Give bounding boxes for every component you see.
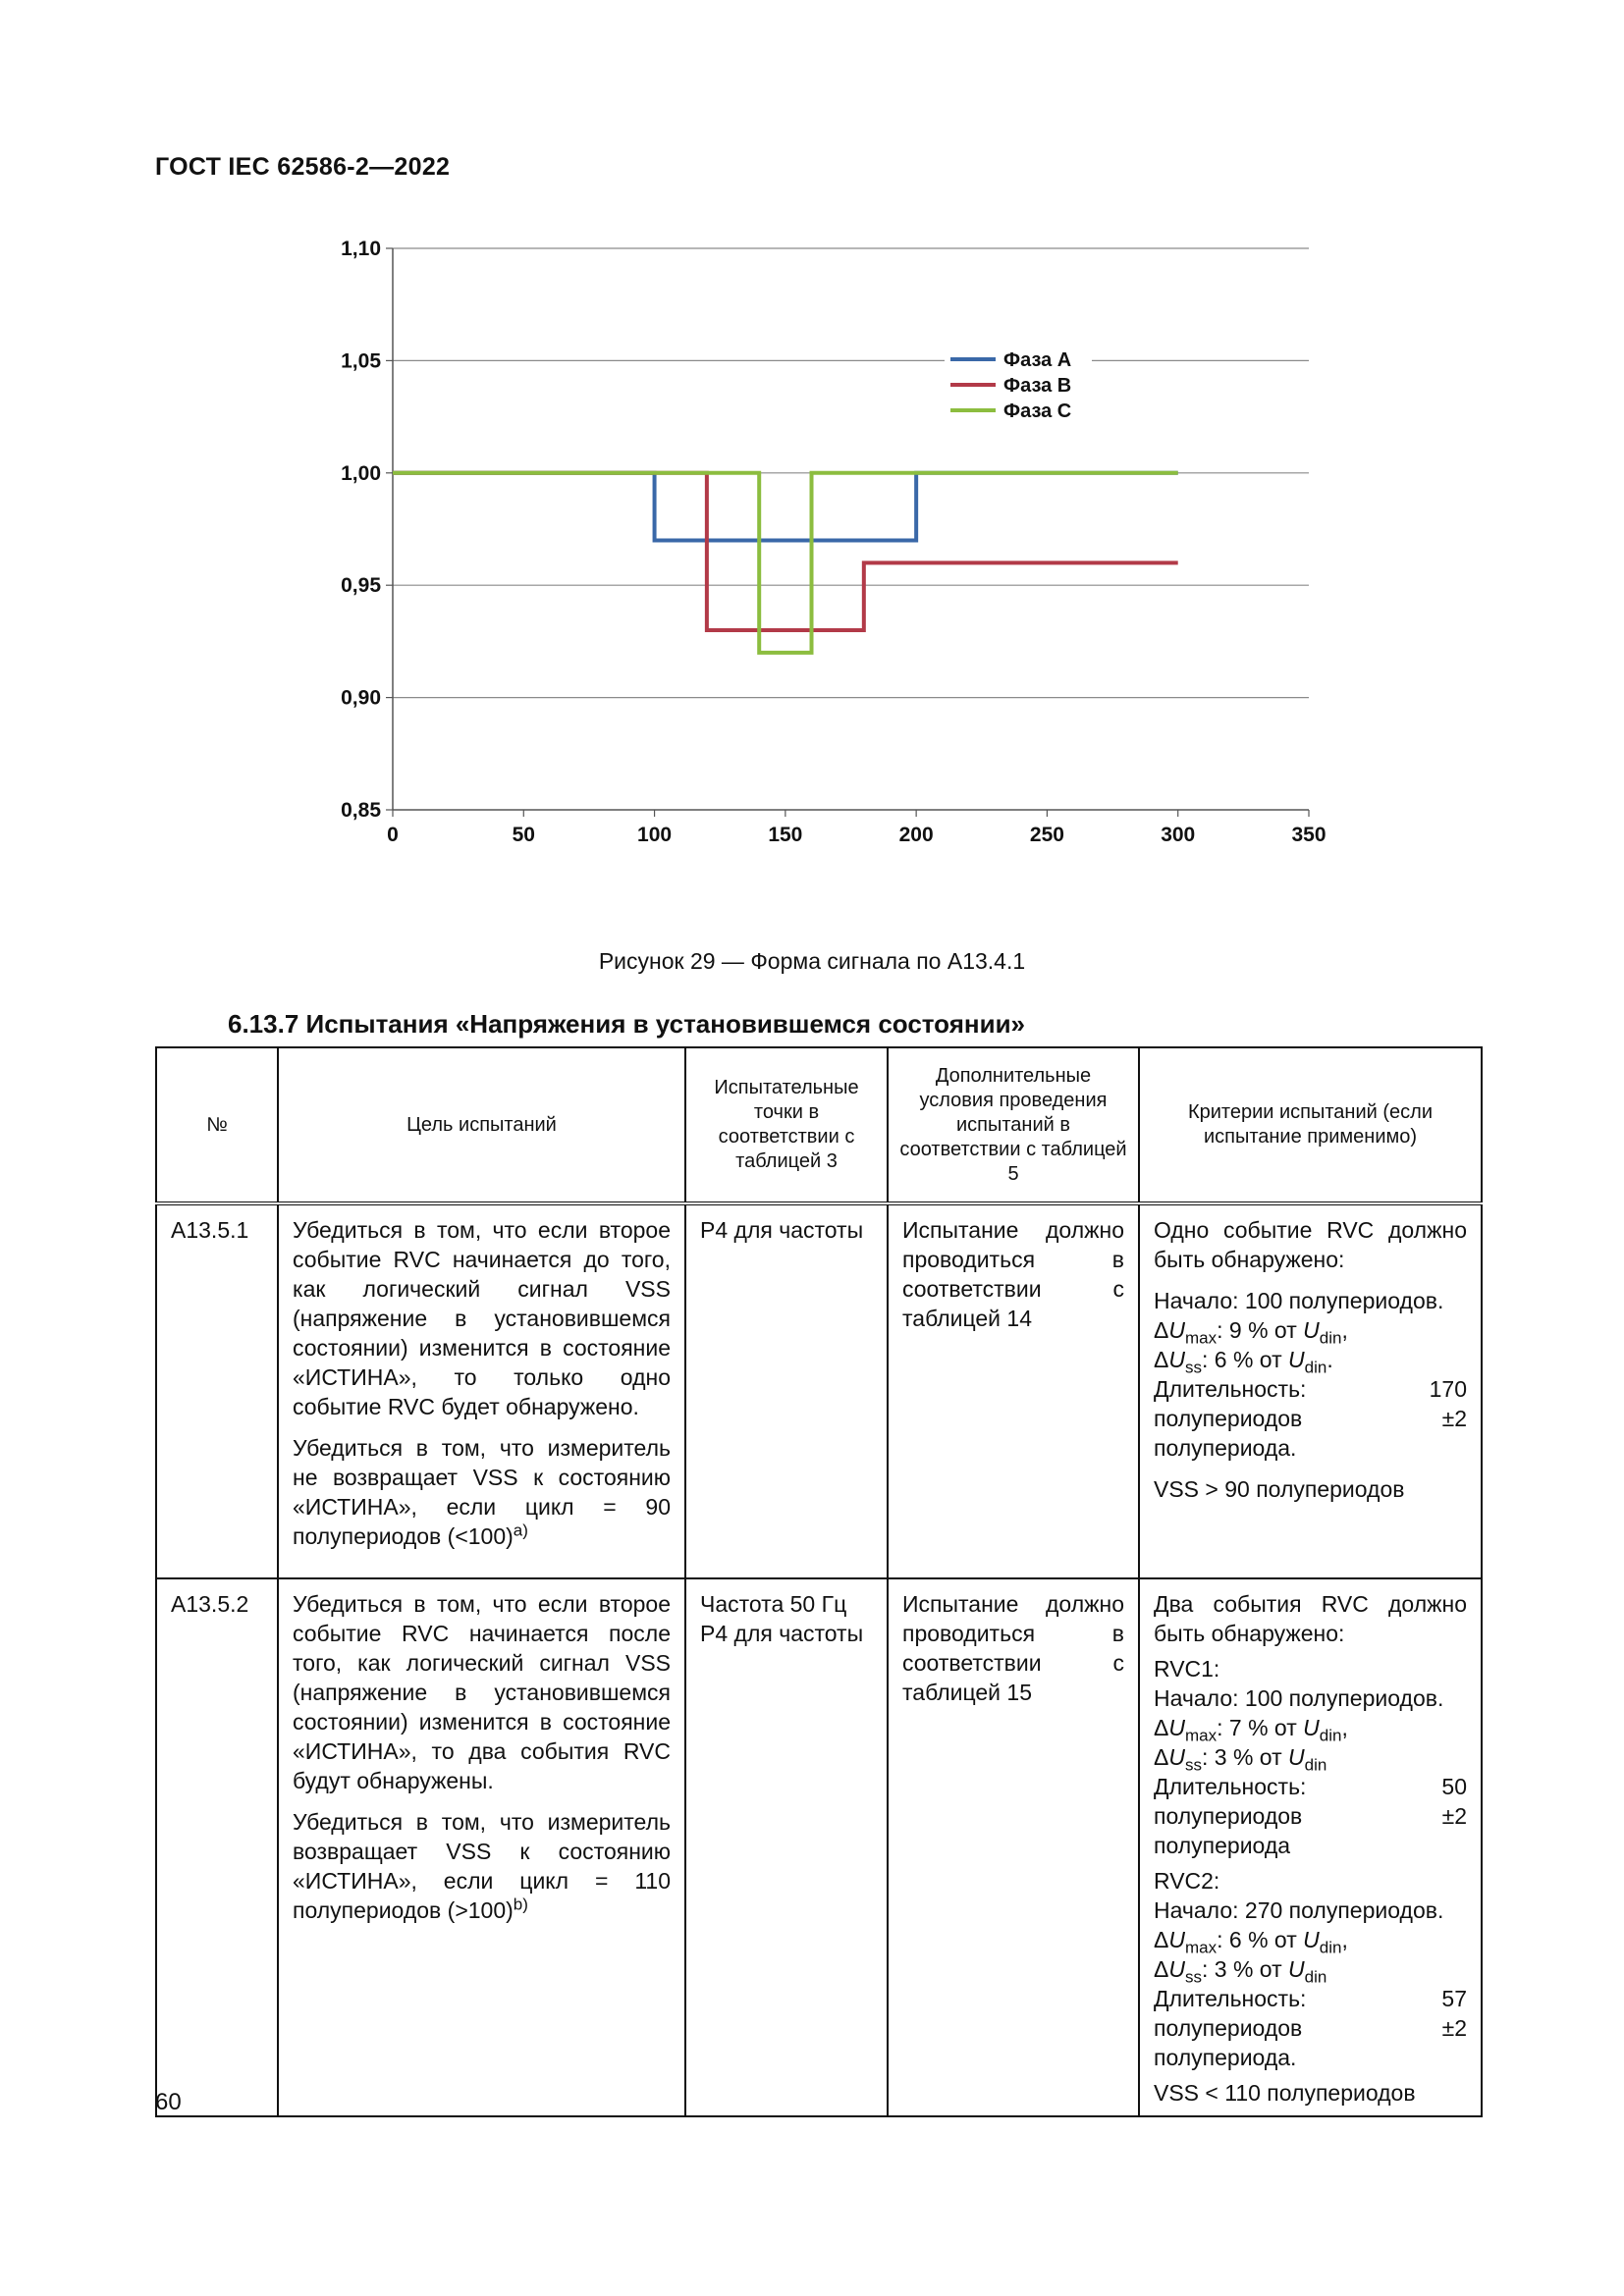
page-number: 60 xyxy=(155,2089,182,2115)
points-cell: P4 для частоты xyxy=(685,1203,888,1578)
x-tick-label: 50 xyxy=(512,824,535,846)
event-duration: Длительность: 57 полупериодов ±2 полупериода. xyxy=(1154,1986,1467,2070)
table-row xyxy=(156,1578,1482,2116)
goal-text: Убедиться в том, что если второе событие RVC начинается после того, как логический сигнал VSS (напряжение в установившемся состоянии) изменится в состояние «ИСТИНА», то два события RVC будут обнаружены. xyxy=(293,1591,671,1793)
row-number: А13.5.2 xyxy=(156,1578,278,2116)
goal-text: Убедиться в том, что измеритель не возвращает VSS к состоянию «ИСТИНА», если цикл = 90 полупериодов (<100)$^{a)}$ xyxy=(293,1435,671,1549)
document-header: ГОСТ IEC 62586-2—2022 xyxy=(155,153,451,181)
legend-label: Фаза В xyxy=(1003,375,1072,397)
event-uss: $\Delta U_{ss}$: 6 % от $U_{din}$. xyxy=(1154,1347,1333,1377)
event-umax: $\Delta U_{max}$: 9 % от $U_{din}$, xyxy=(1154,1317,1348,1348)
header-conditions: Дополнительные условия проведения испытаний в соответствии с таблицей 5 xyxy=(888,1047,1139,1203)
y-tick-label: 0,85 xyxy=(341,799,381,822)
figure-caption: Рисунок 29 — Форма сигнала по А13.4.1 xyxy=(598,948,1026,974)
series-line-2 xyxy=(393,473,1178,630)
y-tick-label: 0,90 xyxy=(341,686,381,710)
chart-axes xyxy=(386,248,1309,817)
chart-legend xyxy=(945,342,1092,430)
criteria-cell xyxy=(1139,1578,1482,2116)
x-tick-label: 0 xyxy=(387,824,399,846)
header-goal: Цель испытаний xyxy=(278,1047,685,1203)
goal-text: Убедиться в том, что если второе событие RVC начинается до того, как логический сигнал VSS (напряжение в установившемся состоянии) изменится в состояние «ИСТИНА», то только одно событие RVC будет обнаружено. xyxy=(293,1217,671,1419)
goal-cell xyxy=(278,1578,685,2116)
points-cell: Частота 50 Гц P4 для частоты xyxy=(685,1578,888,2116)
conditions-cell: Испытание должно проводиться в соответствии с таблицей 15 xyxy=(888,1578,1139,2116)
header-points: Испытательные точки в соответствии с таблицей 3 xyxy=(685,1047,888,1203)
goal-text: Убедиться в том, что измеритель возвращает VSS к состоянию «ИСТИНА», если цикл = 110 полупериодов (>100)$^{b)}$ xyxy=(293,1809,671,1923)
legend-label: Фаза С xyxy=(1003,400,1072,422)
goal-cell xyxy=(278,1203,685,1578)
criteria-intro: Одно событие RVC должно быть обнаружено: xyxy=(1154,1217,1467,1272)
event-start: Начало: 100 полупериодов. xyxy=(1154,1685,1444,1711)
event-duration: Длительность: 50 полупериодов ±2 полупериода xyxy=(1154,1774,1467,1858)
criteria-vss: VSS < 110 полупериодов xyxy=(1154,2080,1416,2106)
event-start: Начало: 100 полупериодов. xyxy=(1154,1288,1444,1313)
event-duration: Длительность: 170 полупериодов ±2 полупериода. xyxy=(1154,1376,1467,1461)
event-start: Начало: 270 полупериодов. xyxy=(1154,1897,1444,1923)
event-label: RVC1: xyxy=(1154,1656,1220,1682)
event-label: RVC2: xyxy=(1154,1868,1220,1894)
criteria-vss: VSS > 90 полупериодов xyxy=(1154,1476,1405,1502)
test-table xyxy=(155,1046,1483,2117)
event-uss: $\Delta U_{ss}$: 3 % от $U_{din}$ xyxy=(1154,1744,1327,1775)
event-uss: $\Delta U_{ss}$: 3 % от $U_{din}$ xyxy=(1154,1956,1327,1987)
row-number: А13.5.1 xyxy=(156,1203,278,1578)
x-tick-label: 100 xyxy=(637,824,673,846)
x-tick-label: 200 xyxy=(898,824,934,846)
table-header-row xyxy=(156,1047,1482,1203)
table-row xyxy=(156,1203,1482,1578)
x-tick-label: 250 xyxy=(1029,824,1064,846)
x-tick-label: 150 xyxy=(768,824,803,846)
conditions-cell: Испытание должно проводиться в соответствии с таблицей 14 xyxy=(888,1203,1139,1578)
criteria-intro: Два события RVC должно быть обнаружено: xyxy=(1154,1591,1467,1646)
waveform-chart xyxy=(0,0,1624,883)
header-criteria: Критерии испытаний (если испытание применимо) xyxy=(1139,1047,1482,1203)
section-title: 6.13.7 Испытания «Напряжения в установившемся состоянии» xyxy=(228,1009,1026,1039)
y-tick-label: 1,10 xyxy=(341,238,381,260)
series-line-1 xyxy=(393,473,1178,541)
header-num: № xyxy=(156,1047,278,1203)
event-umax: $\Delta U_{max}$: 6 % от $U_{din}$, xyxy=(1154,1927,1348,1957)
x-tick-label: 300 xyxy=(1161,824,1196,846)
y-tick-label: 0,95 xyxy=(341,574,381,598)
chart-series xyxy=(393,473,1178,653)
x-tick-label: 350 xyxy=(1291,824,1326,846)
criteria-cell xyxy=(1139,1203,1482,1578)
legend-label: Фаза А xyxy=(1003,349,1072,371)
y-tick-label: 1,00 xyxy=(341,461,381,485)
event-umax: $\Delta U_{max}$: 7 % от $U_{din}$, xyxy=(1154,1715,1348,1745)
y-tick-label: 1,05 xyxy=(341,349,381,373)
